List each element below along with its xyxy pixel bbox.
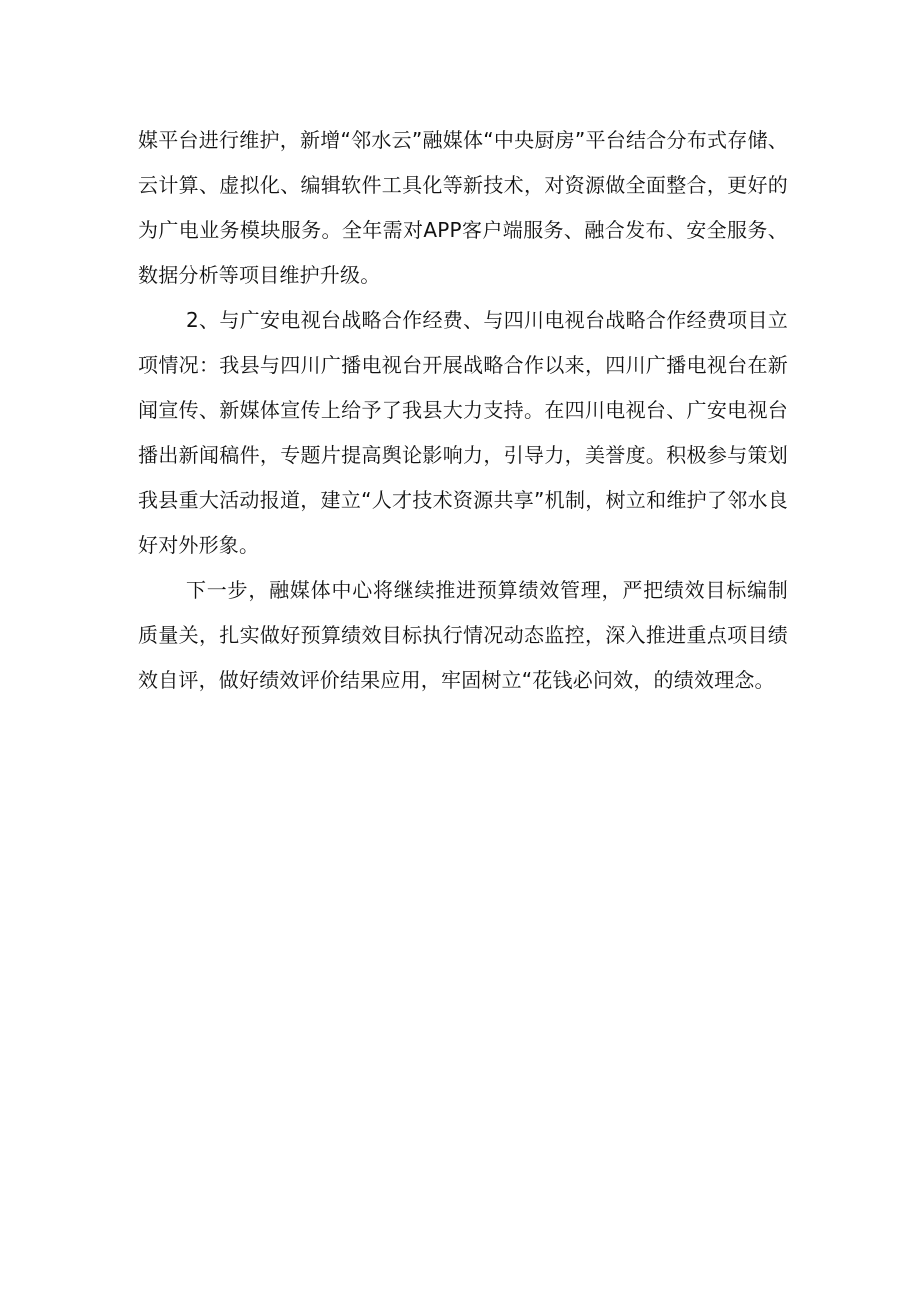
document-body — [138, 118, 788, 703]
paragraph-strategic-cooperation: 2、与广安电视台战略合作经费、与四川电视台战略合作经费项目立项情况：我县与四川广播电视台开展战略合作以来，四川广播电视台在新闻宣传、新媒体宣传上给予了我县大力支持。在四川电视台、广安电视台播出新闻稿件，专题片提高舆论影响力，引导力，美誉度。积极参与策划我县重大活动报道，建立“人才技术资源共享”机制，树立和维护了邻水良好对外形象。 — [138, 308, 788, 557]
paragraph-next-steps: 下一步，融媒体中心将继续推进预算绩效管理，严把绩效目标编制质量关，扎实做好预算绩效目标执行情况动态监控，深入推进重点项目绩效自评，做好绩效评价结果应用，牢固树立“花钱必问效，的绩效理念。 — [138, 578, 788, 692]
paragraph-continuation: 媒平台进行维护，新增“邻水云”融媒体“中央厨房”平台结合分布式存储、云计算、虚拟化、编辑软件工具化等新技术，对资源做全面整合，更好的为广电业务模块服务。全年需对APP客户端服务、融合发布、安全服务、数据分析等项目维护升级。 — [138, 128, 788, 287]
